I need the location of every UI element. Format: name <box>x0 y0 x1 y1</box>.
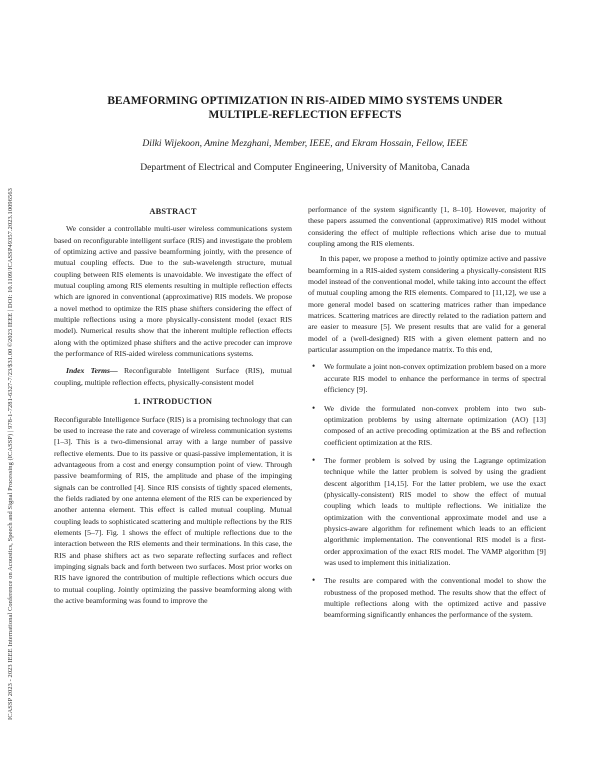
introduction-heading: 1. INTRODUCTION <box>133 397 213 407</box>
right-paragraph-1: performance of the system significantly [1, 8–10]. However, majority of these papers assumed the conventional (approximative) RIS model without considering the effect of multiple reflections which arise due to mutual coupling among the RIS elements. <box>308 205 546 249</box>
contribution-list <box>308 361 546 620</box>
abstract-text: We consider a controllable multi-user wireless communications system based on reconfigurable intelligent surface (RIS) and investigate the problem of optimizing active and passive beamforming jointly, with the presence of mutual coupling effects. Due to the sub-wavelength structure, mutual coupling between RIS elements is unavoidable. We investigate the effect of mutual coupling among RIS elements resulting in multiple reflection effects which are ignored in conventional (approximative) RIS models. We propose a novel method to optimize the RIS phase shifters considering the effect of multiple reflections using a more physically-consistent model (exact RIS model). Numerical results show that the inherent multiple reflection effects along with the optimized phase shifters and the active precoder can improve the performance of RIS-aided wireless communications systems. <box>54 224 292 359</box>
index-terms-text: Reconfigurable Intelligent Surface (RIS), mutual coupling, multiple reflection effects, physically-consistent model <box>54 366 293 387</box>
contribution-item: • The former problem is solved by using the Lagrange optimization technique while the latter problem is solved by using the gradient descent algorithm [14,15]. For the latter problem, we use the exact (physically-consistent) RIS model to show the effect of mutual coupling which leads to multiple reflections. We initialize the optimization with the conventional approximate model and use a physics-aware algorithm for refinement which leads to an efficient algorithmic implementation. The conventional RIS model is a first-order approximation of the exact RIS model. The VAMP algorithm [9] was used to implement this initialization. <box>324 455 546 568</box>
index-terms-label: Index Terms— <box>66 366 118 376</box>
authors: Dilki Wijekoon, Amine Mezghani, Member, IEEE, and Ekram Hossain, Fellow, IEEE <box>142 138 468 149</box>
paper-title <box>60 94 550 122</box>
introduction-text: Reconfigurable Intelligence Surface (RIS) is a promising technology that can be used to increase the rate and coverage of wireless communication systems [1–3]. This is a two-dimensional array with a large number of passive reflective elements. Due to its passive or quasi-passive implementation, it is advantageous from a cost and energy consumption point of view. Through passive beamforming of RIS, the amplitude and phase of the impinging signals can be controlled [4]. Since RIS consists of tightly spaced elements, the fields radiated by one antenna element of the RIS can be experienced by another antenna element. This effect is called mutual coupling. Mutual coupling leads to sophisticated scattering and multiple reflections by the RIS elements [5–7]. Fig. 1 shows the effect of multiple reflections due to the interaction between the RIS elements and their terminations. In this case, the RIS and phase shifters act as two separate reflecting surfaces and reflect impinging signals back and forth between two surfaces. Most prior works on RIS have ignored the contribution of multiple reflections which occurs due to mutual coupling. Jointly optimizing the passive beamforming along with the active beamforming was found to improve the <box>54 414 292 605</box>
right-paragraph-2: In this paper, we propose a method to jointly optimize active and passive beamforming in a RIS-aided system considering a physically-consistent RIS model instead of the conventional model, while taking into account the effect of mutual coupling among the RIS elements. Compared to [11,12], we use a more general model based on scattering matrices rather than impedance matrices. Scattering matrices are directly related to the radiation pattern and are easier to measure [5]. We present results that are valid for a general model of a (well-designed) RIS with a given element pattern and no particular assumption on the impedance matrix. To this end, <box>308 254 546 355</box>
right-column <box>308 204 546 628</box>
left-column <box>54 206 292 606</box>
contribution-item: • We divide the formulated non-convex problem into two sub-optimization problems by using alternate optimization (AO) [13] composed of an active precoding optimization at the BS and reflection coefficient optimization at the RIS. <box>324 403 546 448</box>
title-line-2: MULTIPLE-REFLECTION EFFECTS <box>208 109 402 121</box>
affiliation: Department of Electrical and Computer Engineering, University of Manitoba, Canada <box>140 162 470 173</box>
title-line-1: BEAMFORMING OPTIMIZATION IN RIS-AIDED MIMO SYSTEMS UNDER <box>107 95 503 107</box>
index-terms <box>54 365 292 388</box>
contribution-item: • We formulate a joint non-convex optimization problem based on a more accurate RIS model to enhance the performance in terms of spectral efficiency [9]. <box>324 361 546 395</box>
conference-sidebar <box>2 60 16 720</box>
abstract-heading: ABSTRACT <box>149 207 197 216</box>
contribution-item: • The results are compared with the conventional model to show the robustness of the proposed method. The results show that the effect of multiple reflections along with the optimized active and passive beamforming significantly enhances the performance of the system. <box>324 575 546 620</box>
conference-info-text: ICASSP 2023 - 2023 IEEE International Conference on Acoustics, Speech and Signal Processing (ICASSP) | 978-1-7281-6327-7/23/$31.00 ©2023 IEEE | DOI: 10.1109/ICASSP49357.2023.10096563 <box>7 188 14 720</box>
